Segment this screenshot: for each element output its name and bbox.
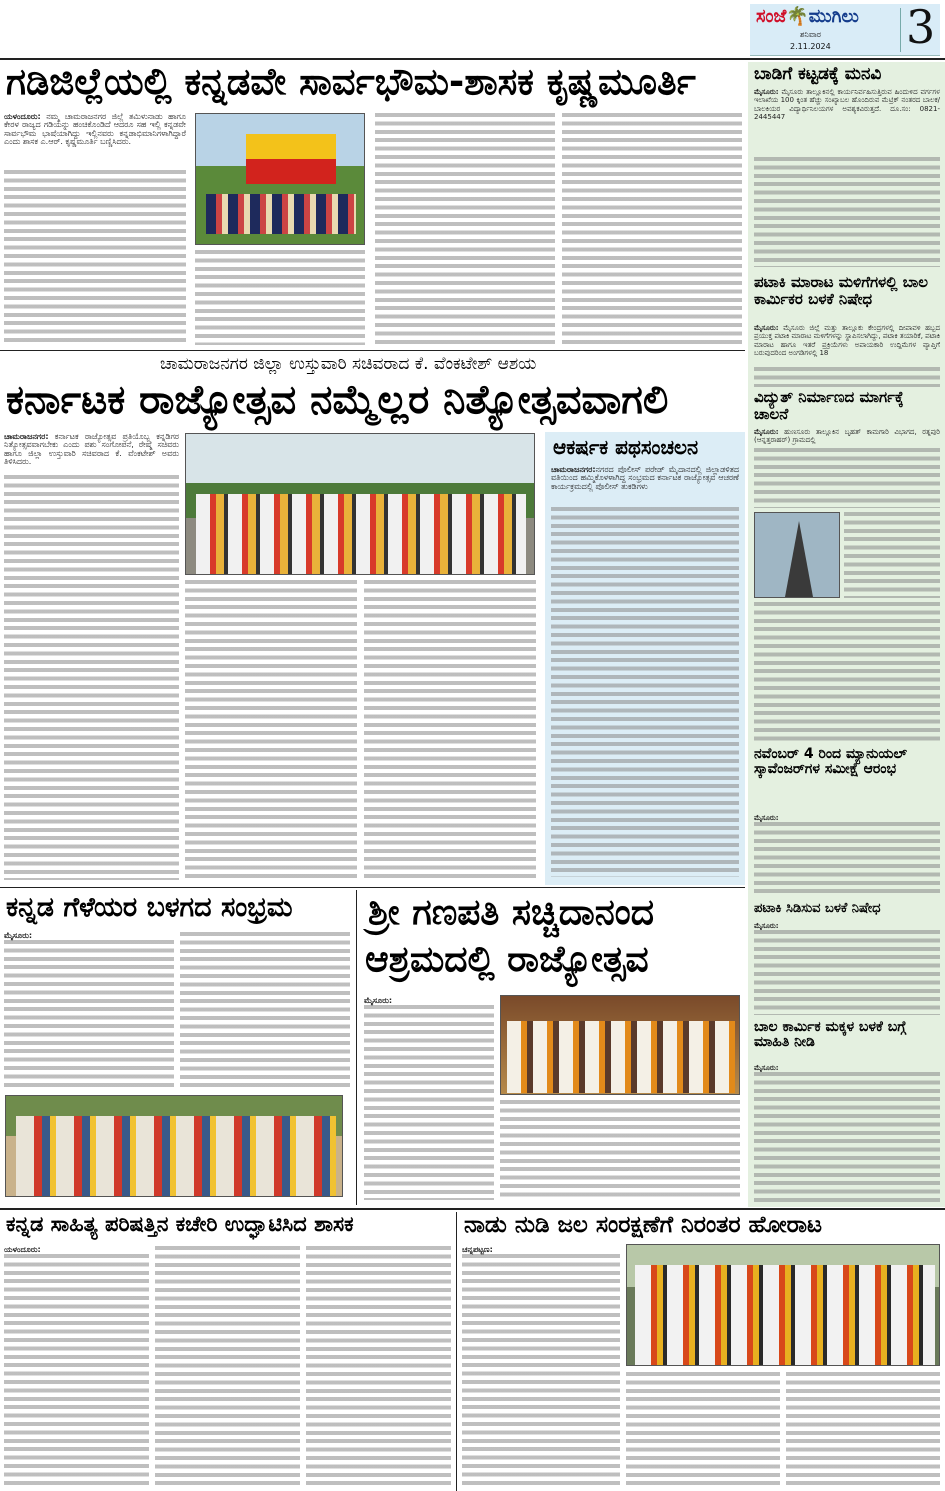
photo-ashram-ceremony xyxy=(500,995,740,1095)
kicker-rajyotsava: ಚಾಮರಾಜನಗರ ಜಿಲ್ಲಾ ಉಸ್ತುವಾರಿ ಸಚಿವರಾದ ಕೆ. ವೆಂಕಟೇಶ್ ಆಶಯ xyxy=(160,354,537,374)
dateline: ಮೈಸೂರು: xyxy=(754,324,779,332)
people xyxy=(16,1116,336,1196)
photo-flag-ceremony xyxy=(195,113,365,245)
text-columns xyxy=(4,1254,149,1486)
column-rule xyxy=(456,1212,457,1491)
text-columns xyxy=(786,1372,940,1486)
text-columns xyxy=(364,580,536,880)
performers xyxy=(206,194,356,234)
headline-ashram-2: ಆಶ್ರಮದಲ್ಲಿ ರಾಜ್ಯೋತ್ಸವ xyxy=(365,939,649,980)
parade-box xyxy=(545,432,745,885)
crowd xyxy=(196,494,526,574)
text-columns xyxy=(500,1100,740,1200)
text-columns xyxy=(844,512,940,598)
dateline: ಮೈಸೂರು: xyxy=(754,428,779,436)
dateline: ಮೈಸೂರು: xyxy=(4,931,33,940)
text-columns xyxy=(180,932,350,1090)
sidebar-lead-2: ಮೈಸೂರು: ಮೈಸೂರು ಜಿಲ್ಲೆ ಮತ್ತು ತಾಲ್ಲೂಕು ಕೇಂದ್ರಗಳಲ್ಲಿ ದೀಪಾವಳಿ ಹಬ್ಬದ ಪ್ರಯುಕ್ತ ಪಟಾಕಿ ಮಾರಾಟ ಮಳಿಗೆಗಳನ್ನು ಸ್ಥಾಪಿಸಲಾಗಿದ್ದು, ಪಟಾಕಿ ತಯಾರಿಕೆ, ಪಟಾಕಿ ಮಾರಾಟ ಹಾಗೂ ಇತರೆ ಪ್ರಕ್ರಿಯೆಗಳು ಅಪಾಯಕಾರಿ ಉದ್ದಿಮೆಗಳ ವ್ಯಾಪ್ತಿಗೆ ಬರುವುದರಿಂದ ಅಂಗಡಿಗಳಲ್ಲಿ 18 xyxy=(754,324,940,358)
issue-date: 2.11.2024 xyxy=(790,42,831,51)
sidebar-lead-1: ಮೈಸೂರು: ಮೈಸೂರು ತಾಲ್ಲೂಕಿನಲ್ಲಿ ಕಾರ್ಯನಿರ್ವಹಿಸುತ್ತಿರುವ ಹಿಂದುಳಿದ ವರ್ಗಗಳ ಇಲಾಖೆಯ 100 ಕ್ಕಿಂತ ಹೆಚ್ಚು ಸಂಖ್ಯಾಬಲ ಹೊಂದಿರುವ ಮೆಟ್ರಿಕ್ ನಂತರದ ಬಾಲಕ/ಬಾಲಕಿಯರ ವಿದ್ಯಾರ್ಥಿನಿಲಯಗಳ ಅವಶ್ಯಕವಿರುತ್ತದೆ. ದೂ.ಸಂ: 0821-2445447 xyxy=(754,88,940,122)
column-rule xyxy=(356,890,357,1205)
headline-friends: ಕನ್ನಡ ಗೆಳೆಯರ ಬಳಗದ ಸಂಭ್ರಮ xyxy=(6,892,293,923)
page-number: 3 xyxy=(906,0,936,54)
dateline: ಚಾಮರಾಜನಗರ: xyxy=(551,465,596,474)
section-rule xyxy=(0,350,745,351)
sidebar-headline-4: ನವೆಂಬರ್ 4 ರಿಂದ ಮ್ಯಾನುಯಲ್ ಸ್ಕಾವೆಂಜರ್‌ಗಳ ಸಮೀಕ್ಷೆ ಆರಂಭ xyxy=(754,746,907,778)
photo-minister-ceremony xyxy=(185,433,535,575)
headline-rajyotsava: ಕರ್ನಾಟಕ ರಾಜ್ಯೋತ್ಸವ ನಮ್ಮೆಲ್ಲರ ನಿತ್ಯೋತ್ಸವವಾಗಲಿ xyxy=(6,377,669,423)
sidebar-headline-6: ಬಾಲ ಕಾರ್ಮಿಕ ಮಕ್ಕಳ ಬಳಕೆ ಬಗ್ಗೆ ಮಾಹಿತಿ ನೀಡಿ xyxy=(754,1019,907,1051)
palm-icon: 🌴 xyxy=(786,6,809,27)
text-columns xyxy=(626,1372,780,1486)
section-rule xyxy=(0,887,745,888)
issue-day: ಶನಿವಾರ xyxy=(800,30,822,39)
text-columns xyxy=(185,580,357,880)
dateline: ಮೈಸೂರು: xyxy=(754,1064,779,1072)
tower-icon xyxy=(785,521,813,597)
text-columns xyxy=(462,1254,620,1486)
headline-top: ಗಡಿಜಿಲ್ಲೆಯಲ್ಲಿ ಕನ್ನಡವೇ ಸಾರ್ವಭೌಮ-ಶಾಸಕ ಕೃಷ್ಣಮೂರ್ತಿ xyxy=(6,60,696,103)
newspaper-logo xyxy=(756,6,859,27)
dateline: ಮೈಸೂರು: xyxy=(364,996,393,1005)
text-columns xyxy=(4,475,179,880)
text-columns xyxy=(364,1005,494,1200)
headline-water: ನಾಡು ನುಡಿ ಜಲ ಸಂರಕ್ಷಣೆಗೆ ನಿರಂತರ ಹೋರಾಟ xyxy=(464,1212,822,1238)
text-columns xyxy=(551,507,739,877)
photo-power-tower xyxy=(754,512,840,598)
sidebar xyxy=(748,62,945,1207)
dateline: ಚನ್ನಪಟ್ಟಣ: xyxy=(462,1245,493,1254)
text-columns xyxy=(155,1246,300,1486)
text-columns xyxy=(562,113,742,345)
text-columns xyxy=(754,157,940,267)
divider xyxy=(900,8,901,52)
dateline: ಯಳಂದೂರು: xyxy=(4,112,41,121)
sidebar-headline-5: ಪಟಾಕಿ ಸಿಡಿಸುವ ಬಳಕೆ ನಿಷೇಧ xyxy=(754,901,881,916)
dateline: ಯಳಂದೂರು: xyxy=(4,1245,41,1254)
sidebar-lead-3: ಮೈಸೂರು: ಹುಣಸೂರು ತಾಲ್ಲೂಕಿನ ಬೃಹತ್ ಕಾಮಗಾರಿ ವಿಭಾಗದ, ರತ್ನಪುರಿ (ಆನ್ನತ್ತರಾಹರ್) ಗ್ರಾಮದಲ್ಲಿ xyxy=(754,428,940,445)
text-columns xyxy=(754,1072,940,1202)
headline-parade: ಆಕರ್ಷಕ ಪಥಸಂಚಲನ xyxy=(553,435,699,459)
text-columns xyxy=(4,170,186,345)
logo-part1: ಸಂಜೆ xyxy=(756,6,787,27)
text-columns xyxy=(4,940,174,1090)
sidebar-headline-1: ಬಾಡಿಗೆ ಕಟ್ಟಡಕ್ಕೆ ಮನವಿ xyxy=(754,64,882,84)
headline-sahitya: ಕನ್ನಡ ಸಾಹಿತ್ಯ ಪರಿಷತ್ತಿನ ಕಚೇರಿ ಉದ್ಘಾಟಿಸಿದ ಶಾಸಕ xyxy=(6,1212,354,1236)
masthead xyxy=(750,0,940,56)
dateline: ಚಾಮರಾಜನಗರ: xyxy=(4,432,49,441)
text-columns xyxy=(754,930,940,1015)
headline-ashram-1: ಶ್ರೀ ಗಣಪತಿ ಸಚ್ಚಿದಾನಂದ xyxy=(368,892,654,933)
article-parade-lead: ಚಾಮರಾಜನಗರ:ನಗರದ ಪೊಲೀಸ್ ಪರೇಡ್ ಮೈದಾನದಲ್ಲಿ ಜಿಲ್ಲಾಡಳಿತದ ವತಿಯಿಂದ ಹಮ್ಮಿಕೊಳಳಾಗಿದ್ದ ಸಂಭ್ರಮದ ಕರ್ನಾಟಕ ರಾಜ್ಯೋತ್ಸವ ಆಚರಣೆ ಕಾರ್ಯಕ್ರಮದಲ್ಲಿ ಪೊಲೀಸ್ ತುಕಡಿಗಳು xyxy=(551,465,739,491)
text-columns xyxy=(375,113,555,345)
people xyxy=(507,1021,735,1093)
text-columns xyxy=(306,1246,451,1486)
article-rajyotsava-lead: ಚಾಮರಾಜನಗರ: ಕರ್ನಾಟಕ ರಾಜ್ಯೋತ್ಸವ ಪ್ರತಿಯೊಬ್ಬ ಕನ್ನಡಿಗರ ನಿತ್ಯೋತ್ಸವವಾಗಬೇಕು ಎಂದು ಪಶು ಸಂಗೋಪನೆ, ರೇಷ್ಮೆ ಸಚಿವರು ಹಾಗೂ ಜಿಲ್ಲಾ ಉಸ್ತುವಾರಿ ಸಚಿವರಾದ ಕೆ. ವೆಂಕಟೇಶ್ ಅವರು ತಿಳಿಸಿದರು. xyxy=(4,432,179,467)
people xyxy=(635,1265,935,1365)
dateline: ಮೈಸೂರು: xyxy=(754,922,779,930)
sidebar-headline-3: ವಿದ್ಯುತ್ ನಿರ್ಮಾಣದ ಮಾರ್ಗಕ್ಕೆ ಚಾಲನೆ xyxy=(754,388,904,423)
dateline: ಮೈಸೂರು: xyxy=(754,814,779,822)
sidebar-headline-2: ಪಟಾಕಿ ಮಾರಾಟ ಮಳಿಗೆಗಳಲ್ಲಿ ಬಾಲ ಕಾರ್ಮಿಕರ ಬಳಕೆ ನಿಷೇಧ xyxy=(754,273,929,308)
dateline: ಮೈಸೂರು: xyxy=(754,88,779,96)
section-rule xyxy=(0,1208,945,1210)
text-columns xyxy=(754,822,940,897)
photo-friends-group xyxy=(5,1095,343,1197)
text-columns xyxy=(754,448,940,508)
logo-part2: ಮುಗಿಲು xyxy=(808,6,859,27)
text-columns xyxy=(195,250,365,345)
article-top-lead: ಯಳಂದೂರು: ನಮ್ಮ ಚಾಮರಾಜನಗರ ಜಿಲ್ಲೆ ತಮಿಳುನಾಡು ಹಾಗೂ ಕೇರಳ ರಾಜ್ಯದ ಗಡಿಯನ್ನು ಹಂಚಿಕೊಂಡಿದೆ ಆದರೂ ಸಹ ಇಲ್ಲಿ ಕನ್ನಡವೇ ಸಾರ್ವಭೌಮ ಭಾಷೆಯಾಗಿದ್ದು ಇಲ್ಲಿನವರು ಕನ್ನಡಾಭಿಮಾನಿಗಳಾಗಿದ್ದಾರೆ ಎಂದು ಶಾಸಕ ಎ.ಆರ್. ಕೃಷ್ಣಮೂರ್ತಿ ಬಣ್ಣಿಸಿದರು. xyxy=(4,112,186,147)
text-columns xyxy=(754,602,940,742)
flag xyxy=(246,134,336,184)
text-columns xyxy=(754,367,940,387)
photo-water-event xyxy=(626,1244,940,1366)
